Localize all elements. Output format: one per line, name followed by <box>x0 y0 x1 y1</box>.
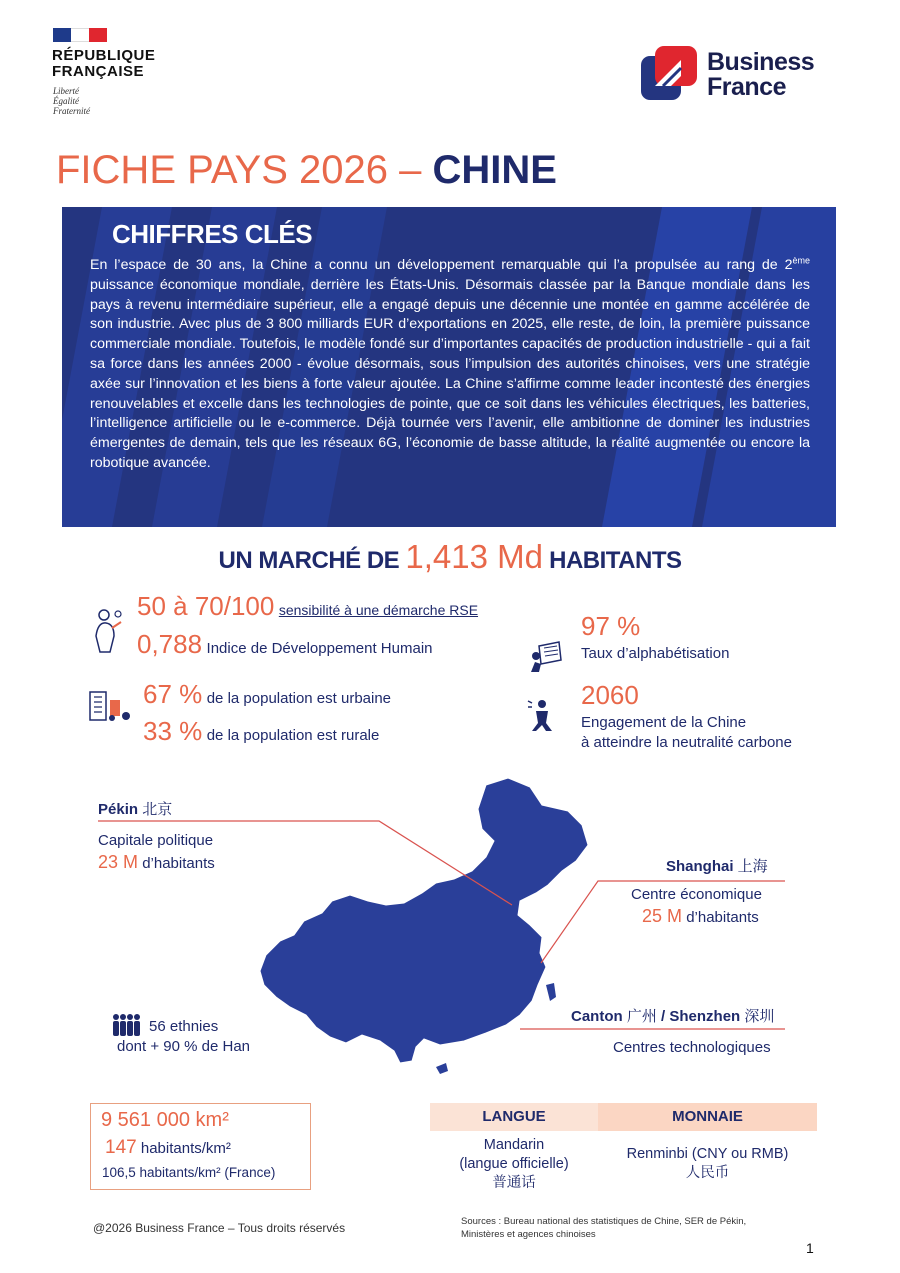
title-part: FICHE PAYS 2026 <box>56 148 388 192</box>
beijing-desc: Capitale politique <box>98 832 214 849</box>
republique-francaise-logo-text: RÉPUBLIQUE FRANÇAISE <box>52 47 156 80</box>
republique-motto: Liberté Égalité Fraternité <box>53 86 90 116</box>
france-density: 106,5 habitants/km² (France) <box>102 1165 276 1180</box>
page-number: 1 <box>806 1240 814 1256</box>
hainan-shape <box>436 1063 448 1074</box>
canton-shenzhen-label: Canton 广州 / Shenzhen 深圳 <box>571 1008 775 1025</box>
idh-stat: 0,788 Indice de Développement Humain <box>137 629 433 659</box>
canton-desc: Centres technologiques <box>613 1039 771 1056</box>
carbon-label-line1: Engagement de la Chine <box>581 714 747 731</box>
reading-book-icon <box>527 640 563 674</box>
sources-note: Sources : Bureau national des statistiques de Chine, SER de Pékin, Ministères et agences chinoises <box>461 1216 747 1240</box>
title-dash: – <box>388 148 433 192</box>
china-map <box>250 775 600 1075</box>
taiwan-shape <box>546 983 556 1001</box>
surface-value: 9 561 000 km² <box>101 1109 229 1131</box>
langue-heading: LANGUE <box>430 1103 598 1131</box>
title-country: CHINE <box>432 148 557 192</box>
city-building-icon <box>88 688 134 722</box>
langue-body: Mandarin (langue officielle) 普通话 <box>459 1137 569 1191</box>
urban-stat: 67 % de la population est urbaine <box>143 679 392 709</box>
people-group-icon <box>112 1013 142 1037</box>
beijing-label: Pékin 北京 <box>98 801 173 818</box>
ethnic-line1: 56 ethnies <box>149 1018 219 1035</box>
person-thinking-icon <box>86 606 126 654</box>
rse-stat: 50 à 70/100 sensibilité à une démarche RSE <box>137 591 479 621</box>
marianne-flag-icon <box>53 28 107 42</box>
key-figures-panel <box>62 207 836 527</box>
china-mainland-shape <box>260 778 588 1063</box>
ethnic-line2: dont + 90 % de Han <box>117 1038 251 1055</box>
literacy-value: 97 % <box>581 611 641 641</box>
person-carbon-icon <box>526 697 562 733</box>
literacy-label: Taux d’alphabétisation <box>581 645 730 662</box>
monnaie-heading: MONNAIE <box>598 1103 817 1131</box>
carbon-value: 2060 <box>581 680 639 710</box>
key-figures-text: En l’espace de 30 ans, la Chine a connu un développement remarquable qui l’a propulsée au rang de 2ème puissance économique mondiale, derrière les États-Unis. Désormais classée par la Banque mondiale dans les pays à revenu intermédiaire supérieur, elle a engagé depuis une décennie une montée en gamme accélérée de son industrie. Avec plus de 3 800 milliards EUR d’exportations en 2025, elle reste, de loin, la première puissance commerciale mondiale. Toutefois, le modèle fondé sur d’importantes capacités de production industrielle - qui a fait sa force dans les années 2000 - évolue désormais, sous l’impulsion des autorités chinoises, vers une stratégie axée sur l’innovation et les biens à forte valeur ajoutée. La Chine s’affirme comme leader incontesté des énergies renouvelables et excelle dans les technologies de pointe, que ce soit dans les véhicules électriques, les batteries, l’intelligence artificielle ou le e-commerce. Déjà tournée vers l’avenir, elle ambitionne de dominer les industries émergentes de demain, tels que les réseaux 6G, l’économie de basse altitude, la réalité augmentée ou encore la robotique avancée. <box>90 255 810 471</box>
carbon-label-line2: à atteindre la neutralité carbone <box>581 734 792 751</box>
beijing-pop: 23 M d’habitants <box>98 852 215 872</box>
business-france-logo-text: Business France <box>707 48 815 101</box>
shanghai-desc: Centre économique <box>631 886 762 903</box>
shanghai-label: Shanghai 上海 <box>666 858 768 875</box>
density-stat: 147 habitants/km² <box>105 1137 231 1158</box>
page-title <box>56 146 557 194</box>
area-density-box <box>90 1103 311 1190</box>
shanghai-pop: 25 M d’habitants <box>642 906 759 926</box>
market-heading: UN MARCHÉ DE 1,413 Md HABITANTS <box>218 538 682 575</box>
key-figures-heading: CHIFFRES CLÉS <box>112 219 313 249</box>
rural-stat: 33 % de la population est rurale <box>143 716 380 746</box>
monnaie-body: Renminbi (CNY ou RMB) 人民币 <box>626 1146 789 1181</box>
copyright-footer: @2026 Business France – Tous droits réservés <box>93 1221 346 1235</box>
business-france-logo-icon <box>641 46 697 102</box>
